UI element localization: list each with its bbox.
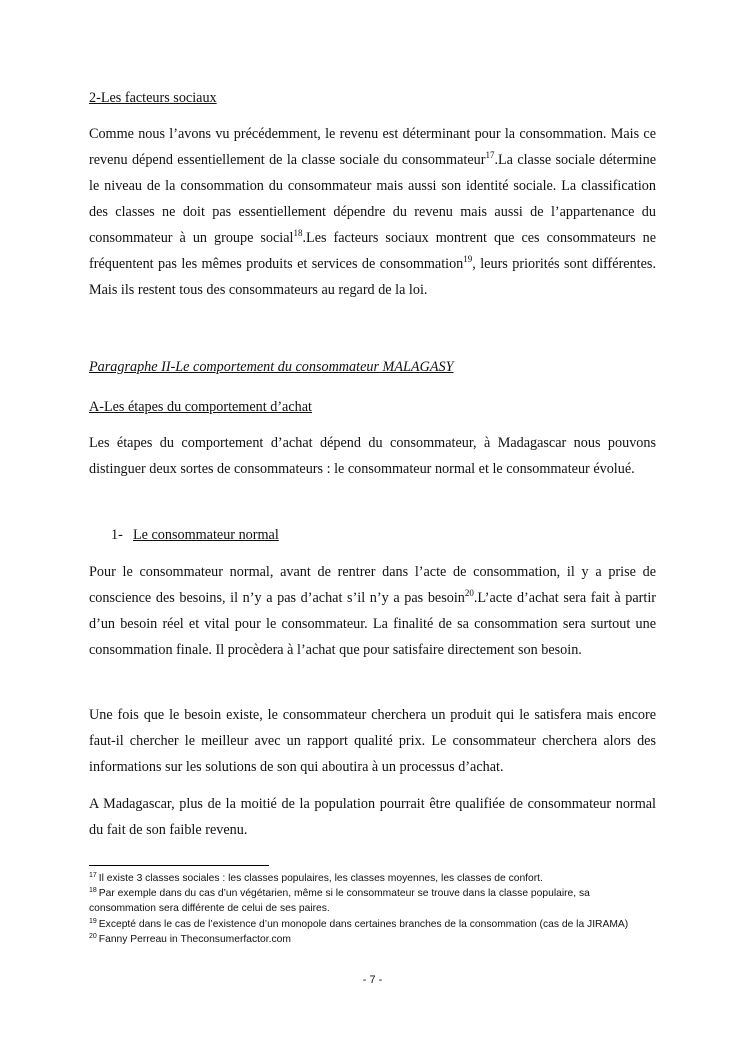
- para3-text-2: .L’acte d’achat sera fait à partir d’un besoin réel et vital pour le consommateur. La finalité de sa consommation sera surtout une consommation finale. Il procèdera à l’achat que pour satisfaire directement son besoin.: [89, 590, 656, 658]
- paragraph-facteurs-sociaux: [89, 121, 656, 303]
- footnote-number: 20: [89, 932, 97, 940]
- subheading-etapes: A-Les étapes du comportement d’achat: [89, 399, 312, 415]
- para1-text-1: Comme nous l’avons vu précédemment, le revenu est déterminant pour la consommation. Mais ce revenu dépend essentiellement de la classe sociale du consommateur: [89, 126, 656, 168]
- footnote-text: Excepté dans le cas de l’existence d’un monopole dans certaines branches de la consommation (cas de la JIRAMA): [98, 918, 629, 930]
- footnote-18: [89, 886, 659, 916]
- paragraph-besoin: Une fois que le besoin existe, le consommateur cherchera un produit qui le satisfera mais encore faut-il chercher le meilleur avec un rapport qualité prix. Le consommateur cherchera alors des informations sur les solutions de son qui aboutira à un processus d’achat.: [89, 707, 656, 775]
- footnote-separator: [89, 865, 269, 866]
- list-label: Le consommateur normal: [133, 527, 279, 543]
- paragraph-title: Paragraphe II-Le comportement du consommateur MALAGASY: [89, 359, 454, 375]
- paragraph-consommateur-normal: [89, 559, 656, 663]
- footnote-text: Fanny Perreau in Theconsumerfactor.com: [98, 933, 291, 945]
- list-item-consommateur-normal: [111, 526, 279, 544]
- paragraph-madagascar: A Madagascar, plus de la moitié de la population pourrait être qualifiée de consommateur normal du fait de son faible revenu.: [89, 796, 656, 838]
- footnote-ref-20[interactable]: 20: [464, 588, 474, 598]
- footnote-ref-19[interactable]: 19: [463, 254, 473, 264]
- footnote-20: [89, 932, 659, 947]
- para1-text-2: .La classe sociale détermine le niveau de la consommation du consommateur mais aussi son identité sociale. La classification des classes ne doit pas essentiellement dépendre du revenu mais aussi de l’appartenance du consommateur à un groupe social: [89, 152, 657, 246]
- footnote-text: Par exemple dans du cas d’un végétarien, même si le consommateur se trouve dans la classe populaire, sa consommation sera différente de celui de ses paires.: [89, 888, 590, 915]
- footnotes: [89, 871, 659, 947]
- page-number: - 7 -: [362, 974, 383, 986]
- footnote-ref-18[interactable]: 18: [293, 228, 303, 238]
- section-heading: 2-Les facteurs sociaux: [89, 90, 217, 106]
- para1-text-4: , leurs priorités sont différentes. Mais ils restent tous des consommateurs au regard de la loi.: [89, 256, 656, 298]
- footnote-number: 18: [89, 887, 97, 895]
- para3-text-1: Pour le consommateur normal, avant de rentrer dans l’acte de consommation, il y a prise de conscience des besoins, il n’y a pas d’achat s’il n’y a pas besoin: [89, 564, 656, 606]
- footnote-text: Il existe 3 classes sociales : les classes populaires, les classes moyennes, les classes de confort.: [98, 873, 543, 884]
- para1-text-3: .Les facteurs sociaux montrent que ces consommateurs ne fréquentent pas les mêmes produits et services de consommation: [89, 230, 657, 272]
- footnote-17: [89, 871, 659, 886]
- list-number: 1-: [111, 527, 123, 543]
- footnote-number: 17: [89, 872, 97, 879]
- paragraph-etapes: Les étapes du comportement d’achat dépend du consommateur, à Madagascar nous pouvons distinguer deux sortes de consommateurs : le consommateur normal et le consommateur évolué.: [89, 435, 656, 477]
- footnote-19: [89, 917, 659, 932]
- footnote-ref-17[interactable]: 17: [485, 150, 495, 160]
- footnote-number: 19: [89, 917, 97, 925]
